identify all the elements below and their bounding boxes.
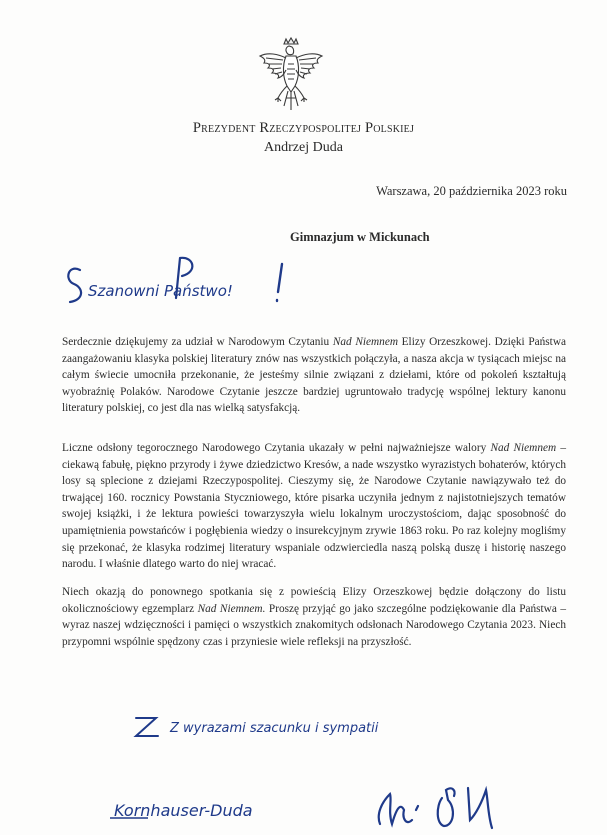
recipient: Gimnazjum w Mickunach	[290, 230, 430, 244]
handwritten-closing	[130, 706, 470, 746]
signature-andrzej-duda	[372, 780, 512, 835]
paragraph-1-text-a: Serdecznie dziękujemy za udział w Narodowym Czytaniu	[62, 336, 333, 348]
book-title: Nad Niemnem.	[197, 602, 266, 615]
signature-kornhauser-duda	[108, 796, 318, 826]
president-name: Andrzej Duda	[264, 140, 343, 155]
paragraph-2	[62, 440, 566, 573]
handwritten-salutation	[60, 250, 300, 320]
white-eagle-emblem-icon	[256, 36, 326, 114]
paragraph-1-text-b: Elizy Orzeszkowej. Dzięki Państwa zaangażowaniu klasyka polskiej literatury znów nas wszystkich połączyła, a nasza akcja w tysiącach miejsc na całym świecie umocniła przekonanie, że jesteśmy silnie związani z dziełami, które od pokoleń kształtują wyobraźnię Polaków. Narodowe Czytanie jeszcze bardziej ugruntowało tradycję wspólnej lektury kanonu literatury polskiej, co jest dla nas wielką satysfakcją.	[62, 336, 566, 415]
paragraph-3-text-b: Proszę przyjąć go jako szczególne podziękowanie dla Państwa – wyraz naszej wdzięczności i pamięci o wszystkich znakomitych odsłonach Narodowego Czytania 2023. Niech przypomni wspólnie spędzony czas i przyniesie wiele refleksji na przyszłość.	[62, 602, 566, 648]
paragraph-2-text-a: Liczne odsłony tegorocznego Narodowego Czytania ukazały w pełni najważniejsze walory	[62, 442, 491, 454]
closing-text: Z wyrazami szacunku i sympatii	[170, 721, 379, 736]
paragraph-1	[62, 334, 566, 417]
president-title: Prezydent Rzeczypospolitej Polskiej	[192, 120, 415, 136]
salutation-text: Szanowni Państwo!	[88, 282, 233, 300]
paragraph-2-text-b: – ciekawą fabułę, piękno przyrody i żywe dziedzictwo Kresów, a nade wszystko wyrazistych bohaterów, których losy są splecione z dziejami Rzeczypospolitej. Cieszymy się, że Narodowe Czytanie nawiązywało też do trwającej 160. rocznicy Powstania Styczniowego, które pisarka uczyniła jednym z najistotniejszych tematów swojej książki, i że lektura powieści towarzyszyła wielu lokalnym uroczystościom, dając sposobność do upamiętnienia powstańców i pogłębienia wiedzy o insurekcyjnym zrywie 1863 roku. Po raz kolejny mogliśmy się przekonać, że klasyka rodzimej literatury wspaniale odzwierciedla naszą polską duszę i historię naszego narodu. I właśnie dlatego warto do niej wracać.	[62, 442, 566, 571]
signature-left-text: Kornhauser-Duda	[114, 801, 253, 820]
book-title: Nad Niemnem	[490, 442, 557, 454]
paragraph-3-text-a: Niech okazją do ponownego spotkania się z powieścią Elizy Orzeszkowej będzie dołączony do listu okolicznościowy egzemplarz	[62, 586, 566, 615]
letter-date: Warszawa, 20 października 2023 roku	[376, 184, 567, 198]
book-title: Nad Niemnem	[332, 336, 398, 348]
paragraph-3	[62, 584, 566, 650]
